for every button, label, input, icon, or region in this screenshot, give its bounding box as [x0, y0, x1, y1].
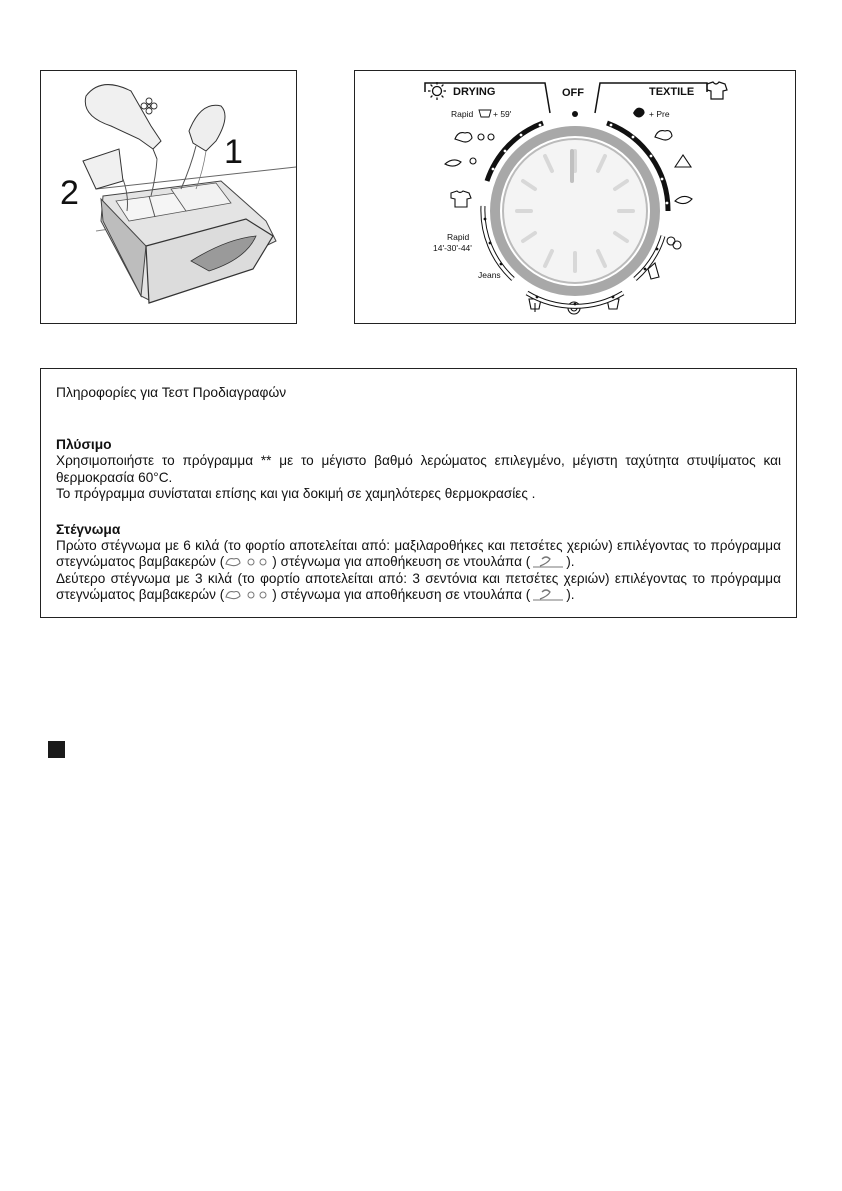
black-square-marker: [48, 741, 65, 758]
wash-tub-icon: [479, 110, 491, 117]
off-marker-dot: [572, 111, 578, 117]
drying-second-paragraph: [56, 571, 781, 603]
rapid-wash-times: 14'-30'-44': [433, 243, 472, 253]
program-dial-illustration: [355, 71, 795, 323]
textile-label: TEXTILE: [649, 86, 695, 98]
pre-wash-label: + Pre: [649, 109, 670, 119]
washing-section: [56, 437, 781, 502]
drying-first-paragraph: [56, 538, 781, 570]
cotton-cupboard-dry-icon: [455, 133, 472, 142]
rapid-dry-label: Rapid: [451, 109, 474, 119]
delicates-icon: [675, 196, 692, 203]
prewash-stain-icon: [633, 108, 645, 118]
program-dial-figure: [354, 70, 796, 324]
info-title: Πληροφορίες για Τεστ Προδιαγραφών: [56, 385, 287, 400]
shirt-program-icon: [451, 191, 471, 207]
compartment-number-2: 2: [60, 174, 79, 212]
washing-line-2: Το πρόγραμμα συνίσταται επίσης και για δοκιμή σε χαμηλότερες θερμοκρασίες .: [56, 485, 536, 501]
washing-heading: Πλύσιμο: [56, 437, 112, 453]
drying-second-text-a: Δεύτερο στέγνωμα με 3 κιλά (το φορτίο αποτελείται από: 3 σεντόνια και πετσέτες χεριών) επιλέγοντας το πρόγραμμα στεγνώματος βαμβακερών (: [56, 570, 781, 602]
test-specification-box: [40, 368, 797, 618]
drying-first-text-c: ).: [566, 554, 575, 570]
rapid-wash-label: Rapid: [447, 232, 470, 242]
compartment-number-1: 1: [224, 133, 243, 171]
drying-section: [56, 522, 781, 603]
drying-first-text-b: ) στέγνωμα για αποθήκευση σε ντουλάπα (: [272, 554, 531, 570]
washing-line-1: Χρησιμοποιήστε το πρόγραμμα ** με το μέγιστο βαθμό λερώματος επιλεγμένο, μέγιστη ταχύτητα στυψίματος και θερμοκρασία 60°C.: [56, 453, 781, 485]
hanger-icon: [530, 588, 566, 601]
drying-heading: Στέγνωμα: [56, 522, 121, 538]
detergent-drawer-illustration: [41, 71, 296, 323]
synthetic-triangle-icon: [675, 155, 691, 167]
rapid-dry-time: + 59': [493, 109, 512, 119]
drying-first-text-a: Πρώτο στέγνωμα με 6 κιλά (το φορτίο αποτελείται από: μαξιλαροθήκες και πετσέτες χεριών) επιλέγοντας το πρόγραμμα στεγνώματος βαμβακερών (: [56, 538, 781, 570]
textile-shirt-icon: [707, 82, 727, 99]
drying-second-text-c: ).: [566, 586, 575, 602]
hanger-icon: [530, 555, 566, 568]
drying-sun-icon: [428, 82, 446, 100]
synthetic-dry-icon: [445, 160, 461, 166]
cotton-cupboard-dry-icon: [224, 555, 272, 568]
jeans-label: Jeans: [478, 270, 501, 280]
cotton-cupboard-dry-icon: [224, 588, 272, 601]
drying-second-text-b: ) στέγνωμα για αποθήκευση σε ντουλάπα (: [272, 586, 531, 602]
drying-label: DRYING: [453, 86, 496, 98]
detergent-drawer-figure: [40, 70, 297, 324]
off-label: OFF: [562, 87, 584, 99]
cotton-stain-icon: [655, 131, 672, 140]
